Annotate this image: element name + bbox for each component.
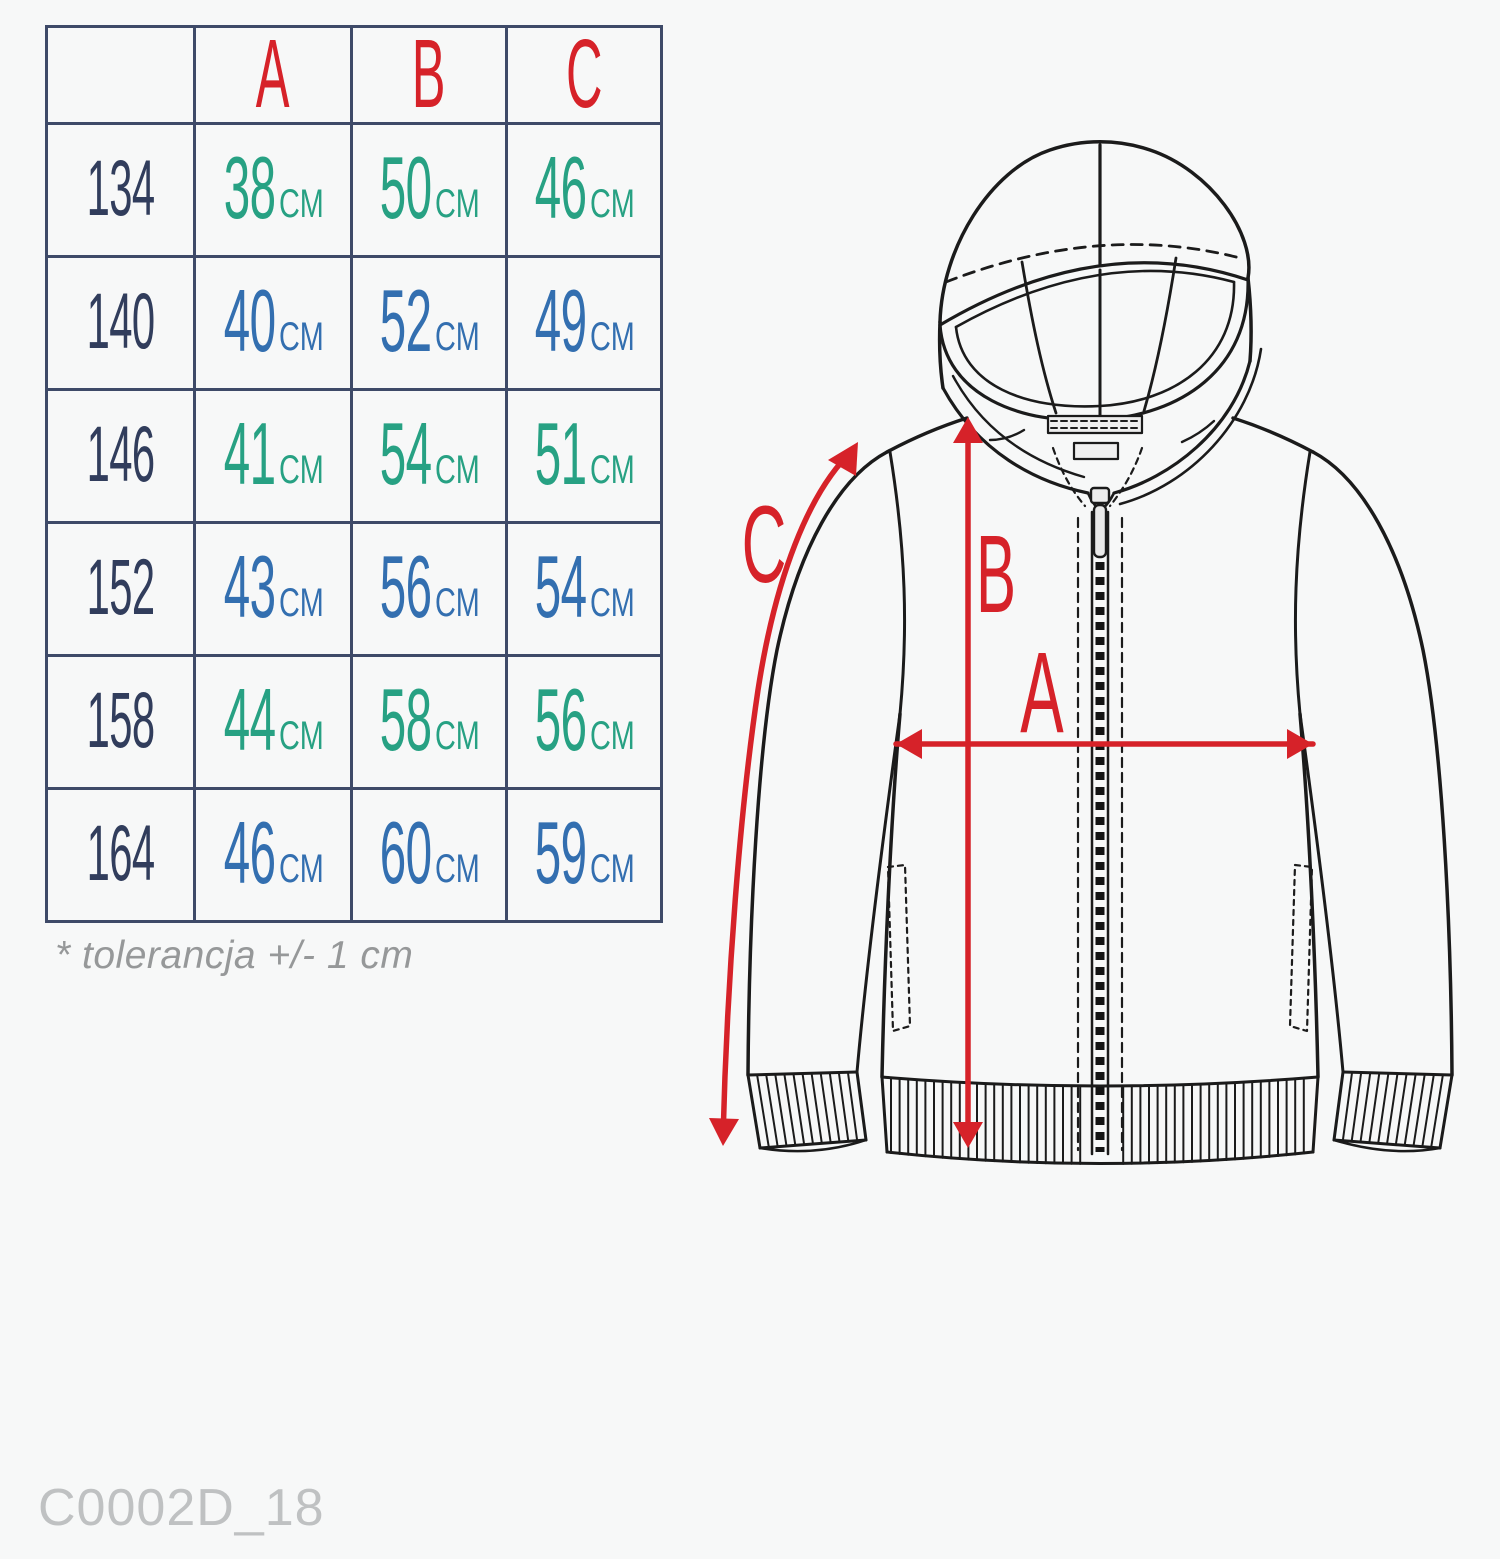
unit-label: CM (278, 182, 324, 226)
hood (940, 142, 1251, 421)
measurement-value: 56 (380, 538, 432, 637)
unit-label: CM (434, 315, 480, 359)
size-label: 158 (86, 676, 155, 765)
value-cell (352, 390, 507, 523)
column-label: A (256, 19, 290, 128)
diagram-label-c (742, 482, 787, 605)
measurement-value: 50 (380, 139, 432, 238)
column-label: B (412, 19, 446, 128)
unit-label: CM (589, 315, 635, 359)
arrowhead (953, 1122, 983, 1148)
unit-label: CM (278, 714, 324, 758)
measurement-value: 56 (535, 671, 587, 770)
size-label: 134 (86, 144, 155, 233)
size-cell (47, 257, 195, 390)
unit-label: CM (589, 714, 635, 758)
measurement-marks (709, 417, 1313, 1148)
value-cell (507, 656, 662, 789)
size-label: 146 (86, 410, 155, 499)
right-pocket-slit (1290, 865, 1312, 1031)
zipper-pull (1094, 505, 1106, 557)
neck-tape (1048, 416, 1142, 433)
size-cell (47, 656, 195, 789)
unit-label: CM (434, 581, 480, 625)
unit-label: CM (434, 182, 480, 226)
table-row (47, 390, 662, 523)
value-cell (352, 656, 507, 789)
value-cell (195, 789, 352, 922)
header-empty-cell (47, 27, 195, 124)
value-cell (352, 257, 507, 390)
value-cell (195, 523, 352, 656)
value-cell (195, 257, 352, 390)
svg-text:B: B (975, 512, 1017, 636)
measurement-value: 58 (380, 671, 432, 770)
table-row (47, 523, 662, 656)
unit-label: CM (434, 847, 480, 891)
right-cuff-ribbing (1334, 1072, 1452, 1148)
measurement-value: 60 (380, 804, 432, 903)
column-label: C (565, 19, 603, 128)
svg-text:C: C (741, 482, 787, 606)
unit-label: CM (278, 448, 324, 492)
measurement-value: 54 (380, 405, 432, 504)
hoodie-diagram (690, 130, 1480, 1178)
measurement-value: 44 (224, 671, 276, 770)
table-header-row (47, 27, 662, 124)
value-cell (507, 390, 662, 523)
measurement-value: 49 (535, 272, 587, 371)
tolerance-footnote: * tolerancja +/- 1 cm (55, 934, 414, 977)
measurement-value: 41 (224, 405, 276, 504)
value-cell (352, 124, 507, 257)
arrowhead (709, 1118, 739, 1146)
measurement-value: 52 (380, 272, 432, 371)
measurement-value: 43 (224, 538, 276, 637)
value-cell (195, 124, 352, 257)
measurement-value: 40 (224, 272, 276, 371)
diagram-label-b (976, 513, 1016, 636)
measurement-value: 38 (224, 139, 276, 238)
size-table (45, 19, 663, 923)
unit-label: CM (589, 847, 635, 891)
value-cell (507, 124, 662, 257)
value-cell (352, 523, 507, 656)
table-row (47, 789, 662, 922)
size-label: 152 (86, 543, 155, 632)
left-pocket-slit (888, 865, 910, 1031)
size-cell (47, 523, 195, 656)
left-cuff-ribbing (748, 1072, 866, 1148)
table-row (47, 656, 662, 789)
diagram-label-a (1020, 627, 1064, 756)
zipper-slider (1091, 488, 1109, 503)
measurement-value: 46 (535, 139, 587, 238)
measurement-value: 51 (535, 405, 587, 504)
hoodie-line-art (748, 142, 1452, 1164)
value-cell (507, 789, 662, 922)
size-cell (47, 124, 195, 257)
unit-label: CM (589, 448, 635, 492)
unit-label: CM (278, 315, 324, 359)
table-row (47, 124, 662, 257)
value-cell (195, 656, 352, 789)
value-cell (507, 257, 662, 390)
header-cell-a (195, 19, 352, 128)
unit-label: CM (589, 182, 635, 226)
header-cell-b (352, 19, 507, 128)
unit-label: CM (278, 581, 324, 625)
value-cell (352, 789, 507, 922)
measurement-value: 54 (535, 538, 587, 637)
table-row (47, 257, 662, 390)
zipper (1078, 488, 1122, 1154)
svg-text:A: A (1020, 627, 1064, 757)
header-cell-c (507, 19, 662, 128)
size-label: 164 (86, 809, 155, 898)
unit-label: CM (589, 581, 635, 625)
product-code: C0002D_18 (38, 1479, 325, 1537)
neck-label (1074, 443, 1118, 459)
unit-label: CM (278, 847, 324, 891)
unit-label: CM (434, 448, 480, 492)
size-cell (47, 390, 195, 523)
size-cell (47, 789, 195, 922)
unit-label: CM (434, 714, 480, 758)
measurement-value: 59 (535, 804, 587, 903)
measurement-value: 46 (224, 804, 276, 903)
value-cell (195, 390, 352, 523)
value-cell (507, 523, 662, 656)
size-label: 140 (86, 277, 155, 366)
